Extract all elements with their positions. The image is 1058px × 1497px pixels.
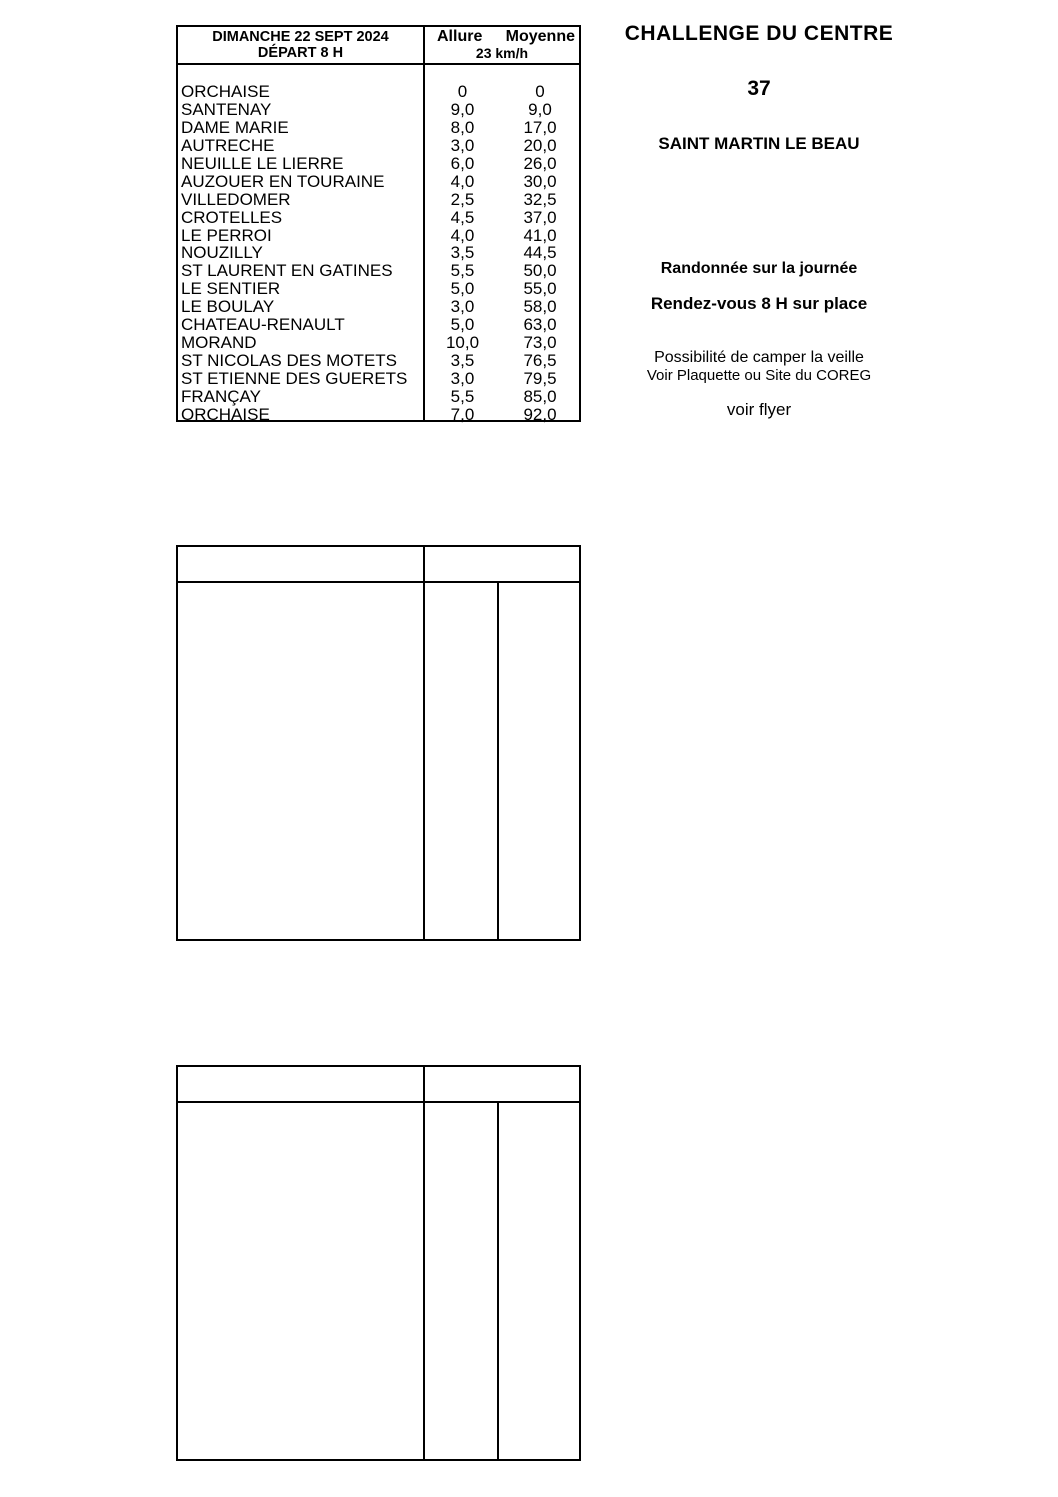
route-place: LE BOULAY <box>181 297 275 317</box>
route-allure: 4,0 <box>450 225 475 245</box>
challenge-title: CHALLENGE DU CENTRE <box>624 22 894 45</box>
route-moyenne: 79,5 <box>523 369 557 388</box>
route-place: MORAND <box>181 333 257 353</box>
route-allure: 6,0 <box>450 153 475 173</box>
route-moyenne: 26,0 <box>523 153 557 173</box>
route-place: ORCHAISE <box>181 404 270 424</box>
route-allure: 4,0 <box>450 171 475 191</box>
route-allure: 5,5 <box>450 386 475 406</box>
table-row <box>178 262 579 280</box>
route-allure: 2,5 <box>450 189 475 209</box>
table-header-speed <box>425 27 579 61</box>
route-moyenne: 63,0 <box>523 315 557 335</box>
route-allure: 0 <box>457 82 468 101</box>
empty-table-2 <box>176 545 581 941</box>
table-row <box>178 155 579 173</box>
route-place: NOUZILLY <box>181 243 263 263</box>
table-row <box>178 316 579 334</box>
route-place: ST LAURENT EN GATINES <box>181 261 393 281</box>
route-allure: 5,0 <box>450 315 475 335</box>
column-divider <box>423 547 425 939</box>
route-allure: 9,0 <box>450 99 475 119</box>
route-allure: 3,0 <box>450 369 475 388</box>
average-speed: 23 km/h <box>475 45 529 61</box>
route-place: ST NICOLAS DES MOTETS <box>181 351 398 371</box>
route-moyenne: 76,5 <box>523 351 557 371</box>
table-row <box>178 244 579 262</box>
column-allure: Allure <box>437 28 483 45</box>
header-divider <box>178 63 579 65</box>
route-allure: 5,5 <box>450 261 475 281</box>
route-moyenne: 44,5 <box>523 243 557 263</box>
route-rows <box>178 83 579 424</box>
route-place: LE SENTIER <box>181 279 281 299</box>
camping-text: Possibilité de camper la veille <box>654 349 864 366</box>
route-place: SANTENAY <box>181 99 272 119</box>
randonnee-text: Randonnée sur la journée <box>660 260 858 277</box>
route-moyenne: 92,0 <box>523 404 557 424</box>
route-place: AUZOUER EN TOURAINE <box>181 171 385 191</box>
route-place: CHATEAU-RENAULT <box>181 315 345 335</box>
route-allure: 4,5 <box>450 207 475 227</box>
table-row <box>178 137 579 155</box>
route-allure: 10,0 <box>445 333 480 353</box>
flyer-text: voir flyer <box>726 400 792 419</box>
city-name: SAINT MARTIN LE BEAU <box>658 134 860 153</box>
route-moyenne: 73,0 <box>523 333 557 353</box>
route-place: VILLEDOMER <box>181 189 291 209</box>
route-moyenne: 32,5 <box>523 189 557 209</box>
route-allure: 3,0 <box>450 297 475 317</box>
column-moyenne: Moyenne <box>505 28 575 45</box>
table-row <box>178 280 579 298</box>
route-place: LE PERROI <box>181 225 272 245</box>
route-place: CROTELLES <box>181 207 283 227</box>
rendezvous-text: Rendez-vous 8 H sur place <box>650 294 868 313</box>
table-row <box>178 406 579 424</box>
route-place: AUTRECHE <box>181 135 275 155</box>
table-row <box>178 209 579 227</box>
table-row <box>178 227 579 245</box>
route-moyenne: 50,0 <box>523 261 557 281</box>
route-place: ST ETIENNE DES GUERETS <box>181 369 408 388</box>
column-divider <box>423 1067 425 1459</box>
plaquette-text: Voir Plaquette ou Site du COREG <box>646 367 872 384</box>
route-moyenne: 55,0 <box>523 279 557 299</box>
route-moyenne: 41,0 <box>523 225 557 245</box>
route-moyenne: 20,0 <box>523 135 557 155</box>
table-row <box>178 298 579 316</box>
table-row <box>178 83 579 101</box>
route-allure: 3,0 <box>450 135 475 155</box>
route-moyenne: 9,0 <box>528 99 552 119</box>
header-divider <box>178 1101 579 1103</box>
route-moyenne: 0 <box>535 82 545 101</box>
table-header-date <box>178 27 423 61</box>
route-moyenne: 85,0 <box>523 386 557 406</box>
table-row <box>178 388 579 406</box>
route-allure: 5,0 <box>450 279 475 299</box>
route-allure: 3,5 <box>450 243 475 263</box>
route-place: FRANÇAY <box>181 386 261 406</box>
column-divider <box>497 1103 499 1459</box>
route-moyenne: 17,0 <box>523 117 557 137</box>
table-row <box>178 191 579 209</box>
route-place: NEUILLE LE LIERRE <box>181 153 344 173</box>
table-row <box>178 370 579 388</box>
route-moyenne: 30,0 <box>523 171 557 191</box>
route-moyenne: 58,0 <box>523 297 557 317</box>
event-date: DIMANCHE 22 SEPT 2024 <box>212 29 389 45</box>
route-moyenne: 37,0 <box>523 207 557 227</box>
route-place: DAME MARIE <box>181 117 289 137</box>
department-number: 37 <box>747 77 771 100</box>
table-row <box>178 352 579 370</box>
departure-time: DÉPART 8 H <box>257 45 344 61</box>
table-row <box>178 101 579 119</box>
route-allure: 3,5 <box>450 351 475 371</box>
table-row <box>178 173 579 191</box>
table-row <box>178 119 579 137</box>
empty-table-3 <box>176 1065 581 1461</box>
route-allure: 8,0 <box>450 117 475 137</box>
column-divider <box>497 583 499 939</box>
header-divider <box>178 581 579 583</box>
route-place: ORCHAISE <box>181 82 270 101</box>
route-table <box>176 25 581 422</box>
route-allure: 7,0 <box>450 404 475 424</box>
table-row <box>178 334 579 352</box>
